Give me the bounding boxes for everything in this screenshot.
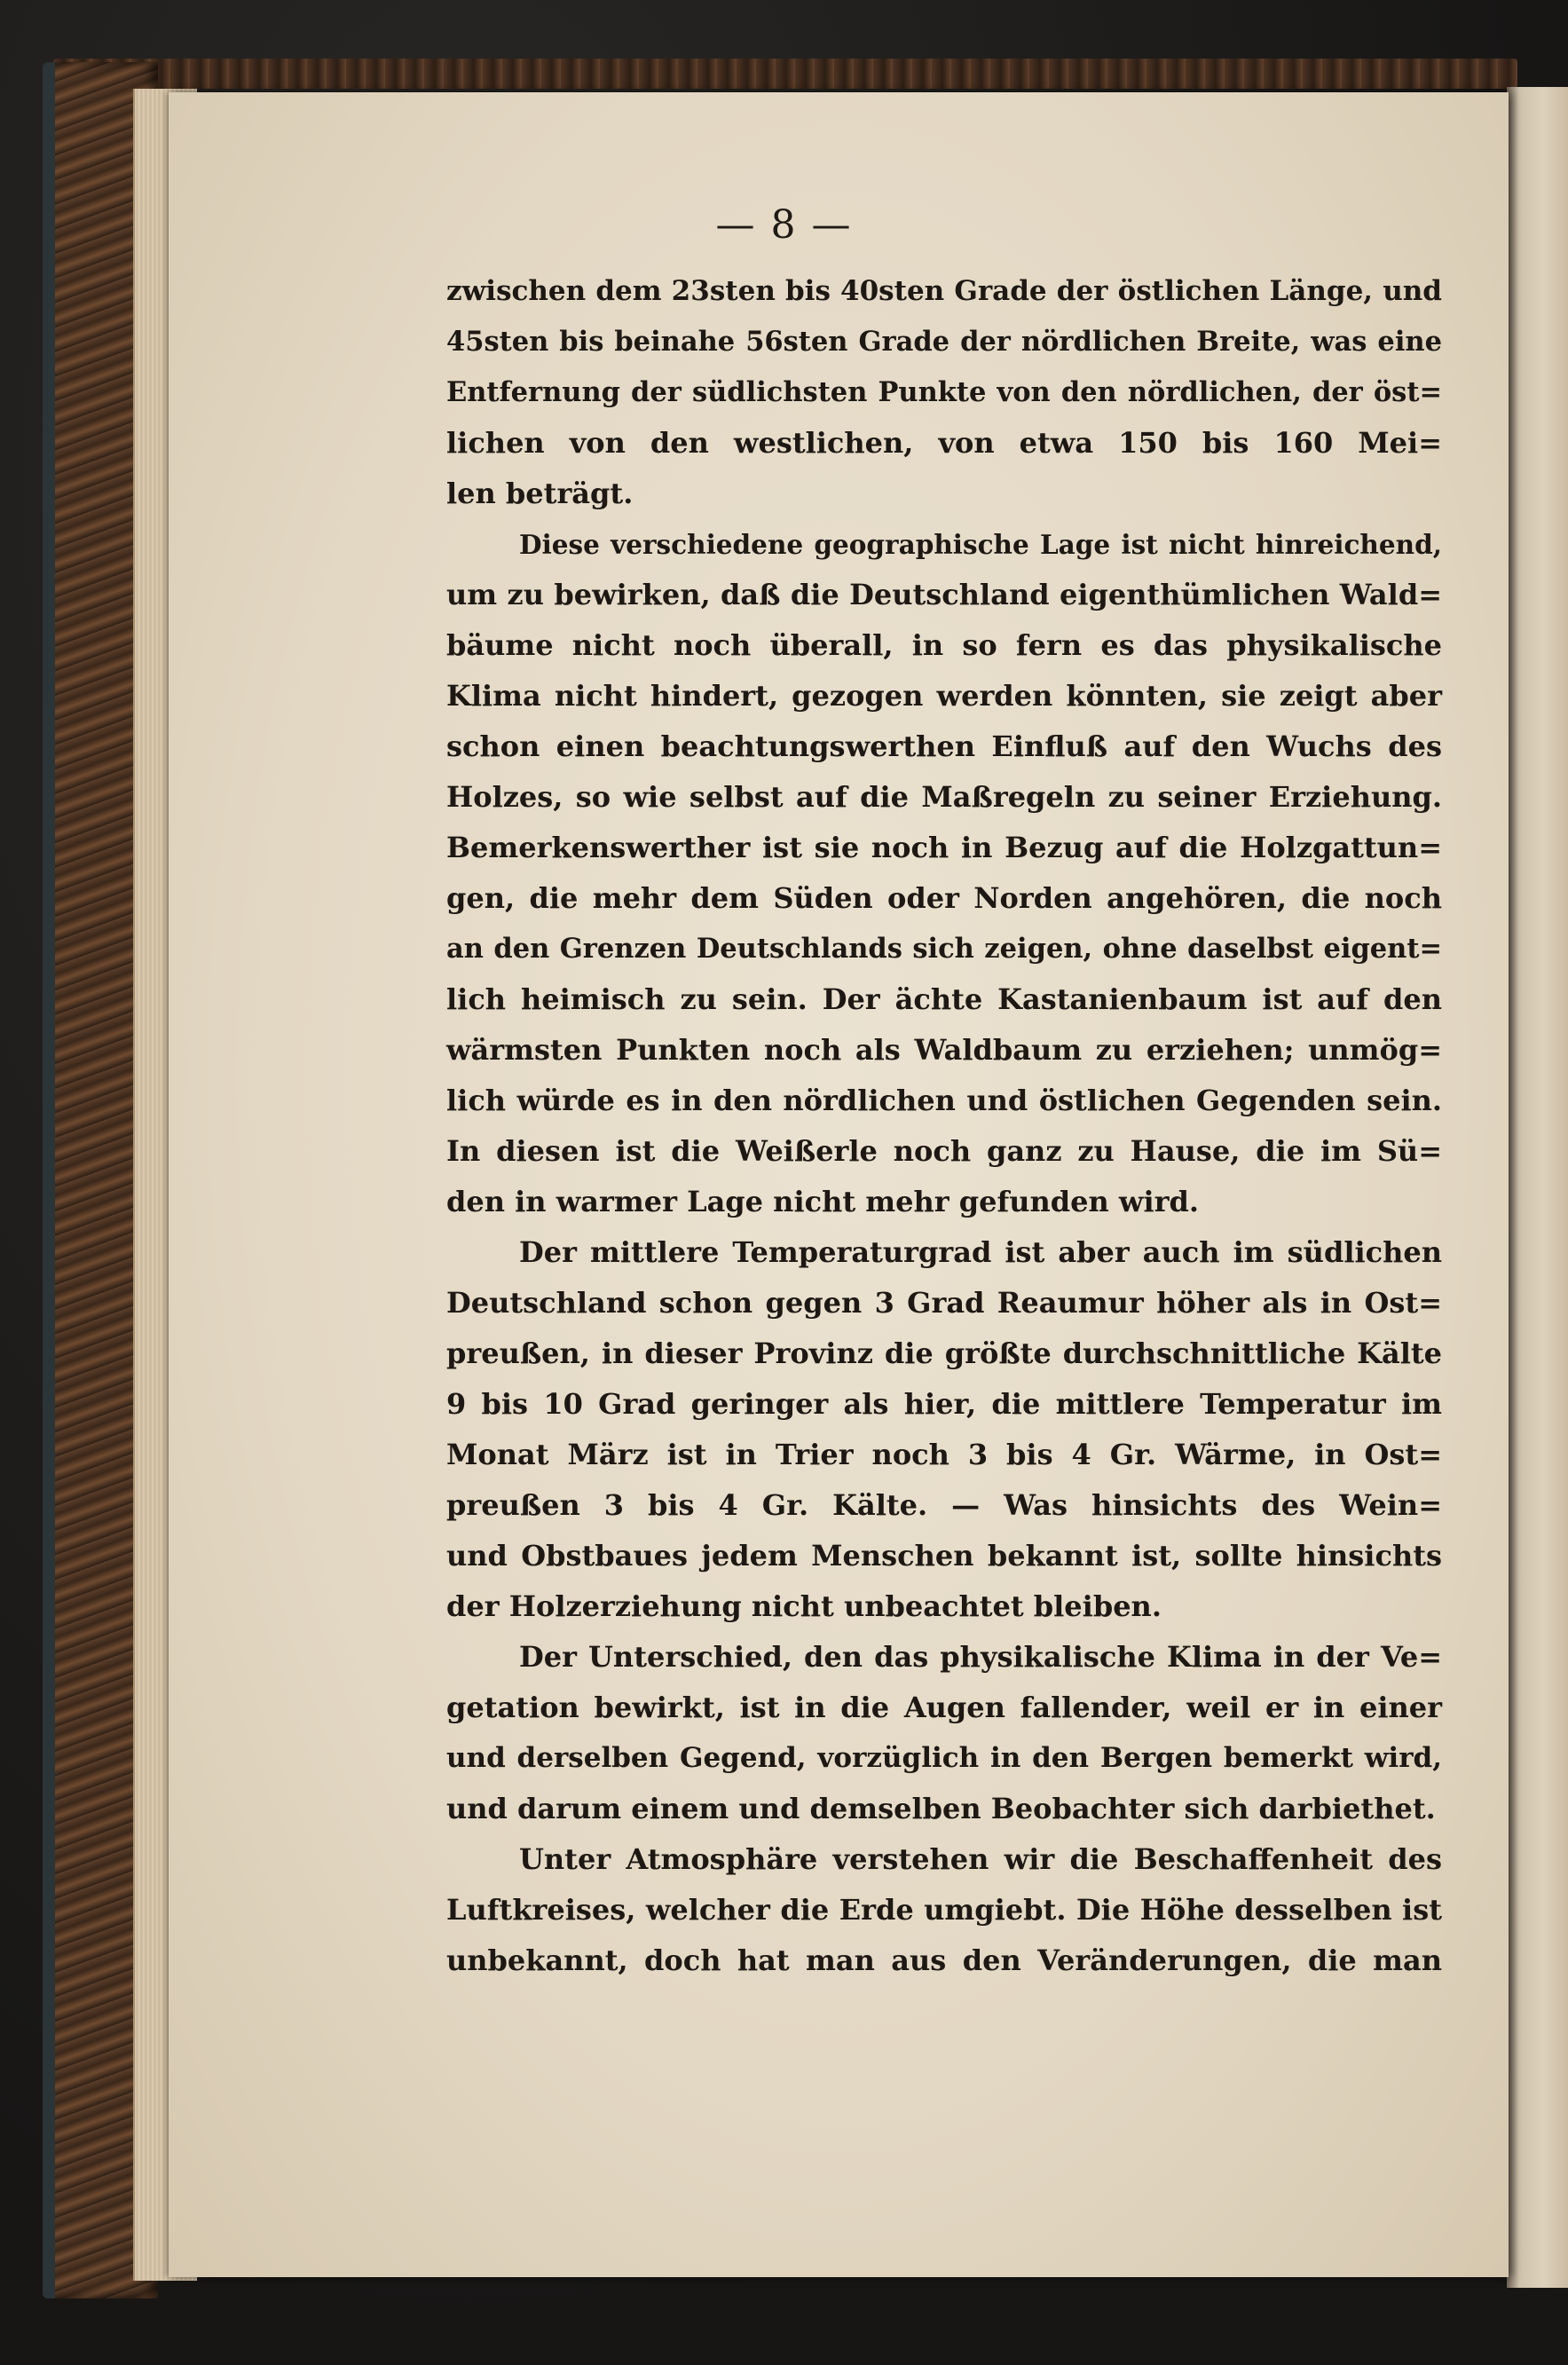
text-line: 45sten bis beinahe 56sten Grade der nördlichen Breite, was eine — [446, 326, 1442, 358]
text-line: lich heimisch zu sein. Der ächte Kastanienbaum ist auf den — [446, 982, 1442, 1016]
text-line: unbekannt, doch hat man aus den Veränderungen, die man — [446, 1943, 1442, 1977]
text-line: und Obstbaues jedem Menschen bekannt ist, sollte hinsichts — [446, 1539, 1442, 1573]
book-cover-top-edge — [53, 59, 1517, 89]
text-line: Entfernung der südlichsten Punkte von den nördlichen, der öst= — [446, 376, 1442, 408]
text-line: zwischen dem 23sten bis 40sten Grade der östlichen Länge, und — [446, 275, 1442, 307]
text-line: Der mittlere Temperaturgrad ist aber auch im südlichen — [519, 1235, 1442, 1269]
text-line: Luftkreises, welcher die Erde umgiebt. Die Höhe desselben ist — [446, 1893, 1442, 1927]
text-line: Unter Atmosphäre verstehen wir die Beschaffenheit des — [519, 1842, 1442, 1876]
text-line: In diesen ist die Weißerle noch ganz zu Hause, die im Sü= — [446, 1134, 1442, 1168]
text-line: Deutschland schon gegen 3 Grad Reaumur höher als in Ost= — [446, 1286, 1442, 1320]
text-line: lich würde es in den nördlichen und östlichen Gegenden sein. — [446, 1084, 1442, 1117]
text-line: len beträgt. — [446, 477, 634, 510]
text-line: Klima nicht hindert, gezogen werden könnten, sie zeigt aber — [446, 679, 1442, 713]
text-line: Bemerkenswerther ist sie noch in Bezug auf die Holzgattun= — [446, 831, 1442, 864]
text-line: wärmsten Punkten noch als Waldbaum zu erziehen; unmög= — [446, 1033, 1442, 1067]
text-line: preußen 3 bis 4 Gr. Kälte. — Was hinsichts des Wein= — [446, 1488, 1442, 1522]
text-line: Diese verschiedene geographische Lage ist nicht hinreichend, — [519, 529, 1442, 560]
book-spine-edge — [43, 62, 55, 2298]
text-line: Holzes, so wie selbst auf die Maßregeln zu seiner Erziehung. — [446, 780, 1442, 814]
text-line: und darum einem und demselben Beobachter sich darbiethet. — [446, 1792, 1436, 1825]
text-line: schon einen beachtungswerthen Einfluß auf den Wuchs des — [446, 729, 1442, 763]
text-line: und derselben Gegend, vorzüglich in den Bergen bemerkt wird, — [446, 1742, 1442, 1774]
text-line: preußen, in dieser Provinz die größte durchschnittliche Kälte — [446, 1336, 1442, 1370]
text-line: Der Unterschied, den das physikalische Klima in der Ve= — [519, 1640, 1442, 1674]
text-line: der Holzerziehung nicht unbeachtet bleiben. — [446, 1589, 1162, 1623]
body-text — [446, 266, 1442, 1986]
text-line: den in warmer Lage nicht mehr gefunden wird. — [446, 1185, 1199, 1218]
text-line: bäume nicht noch überall, in so fern es das physikalische — [446, 628, 1442, 662]
text-line: Monat März ist in Trier noch 3 bis 4 Gr. Wärme, in Ost= — [446, 1438, 1442, 1471]
page-number: — 8 — — [715, 202, 853, 248]
text-line: 9 bis 10 Grad geringer als hier, die mittlere Temperatur im — [446, 1387, 1442, 1421]
facing-page-edge — [1507, 87, 1568, 2288]
text-line: lichen von den westlichen, von etwa 150 bis 160 Mei= — [446, 426, 1442, 460]
text-line: getation bewirkt, ist in die Augen fallender, weil er in einer — [446, 1691, 1442, 1724]
text-line: an den Grenzen Deutschlands sich zeigen, ohne daselbst eigent= — [446, 933, 1442, 965]
text-line: gen, die mehr dem Süden oder Norden angehören, die noch — [446, 881, 1442, 915]
text-line: um zu bewirken, daß die Deutschland eigenthümlichen Wald= — [446, 578, 1442, 611]
